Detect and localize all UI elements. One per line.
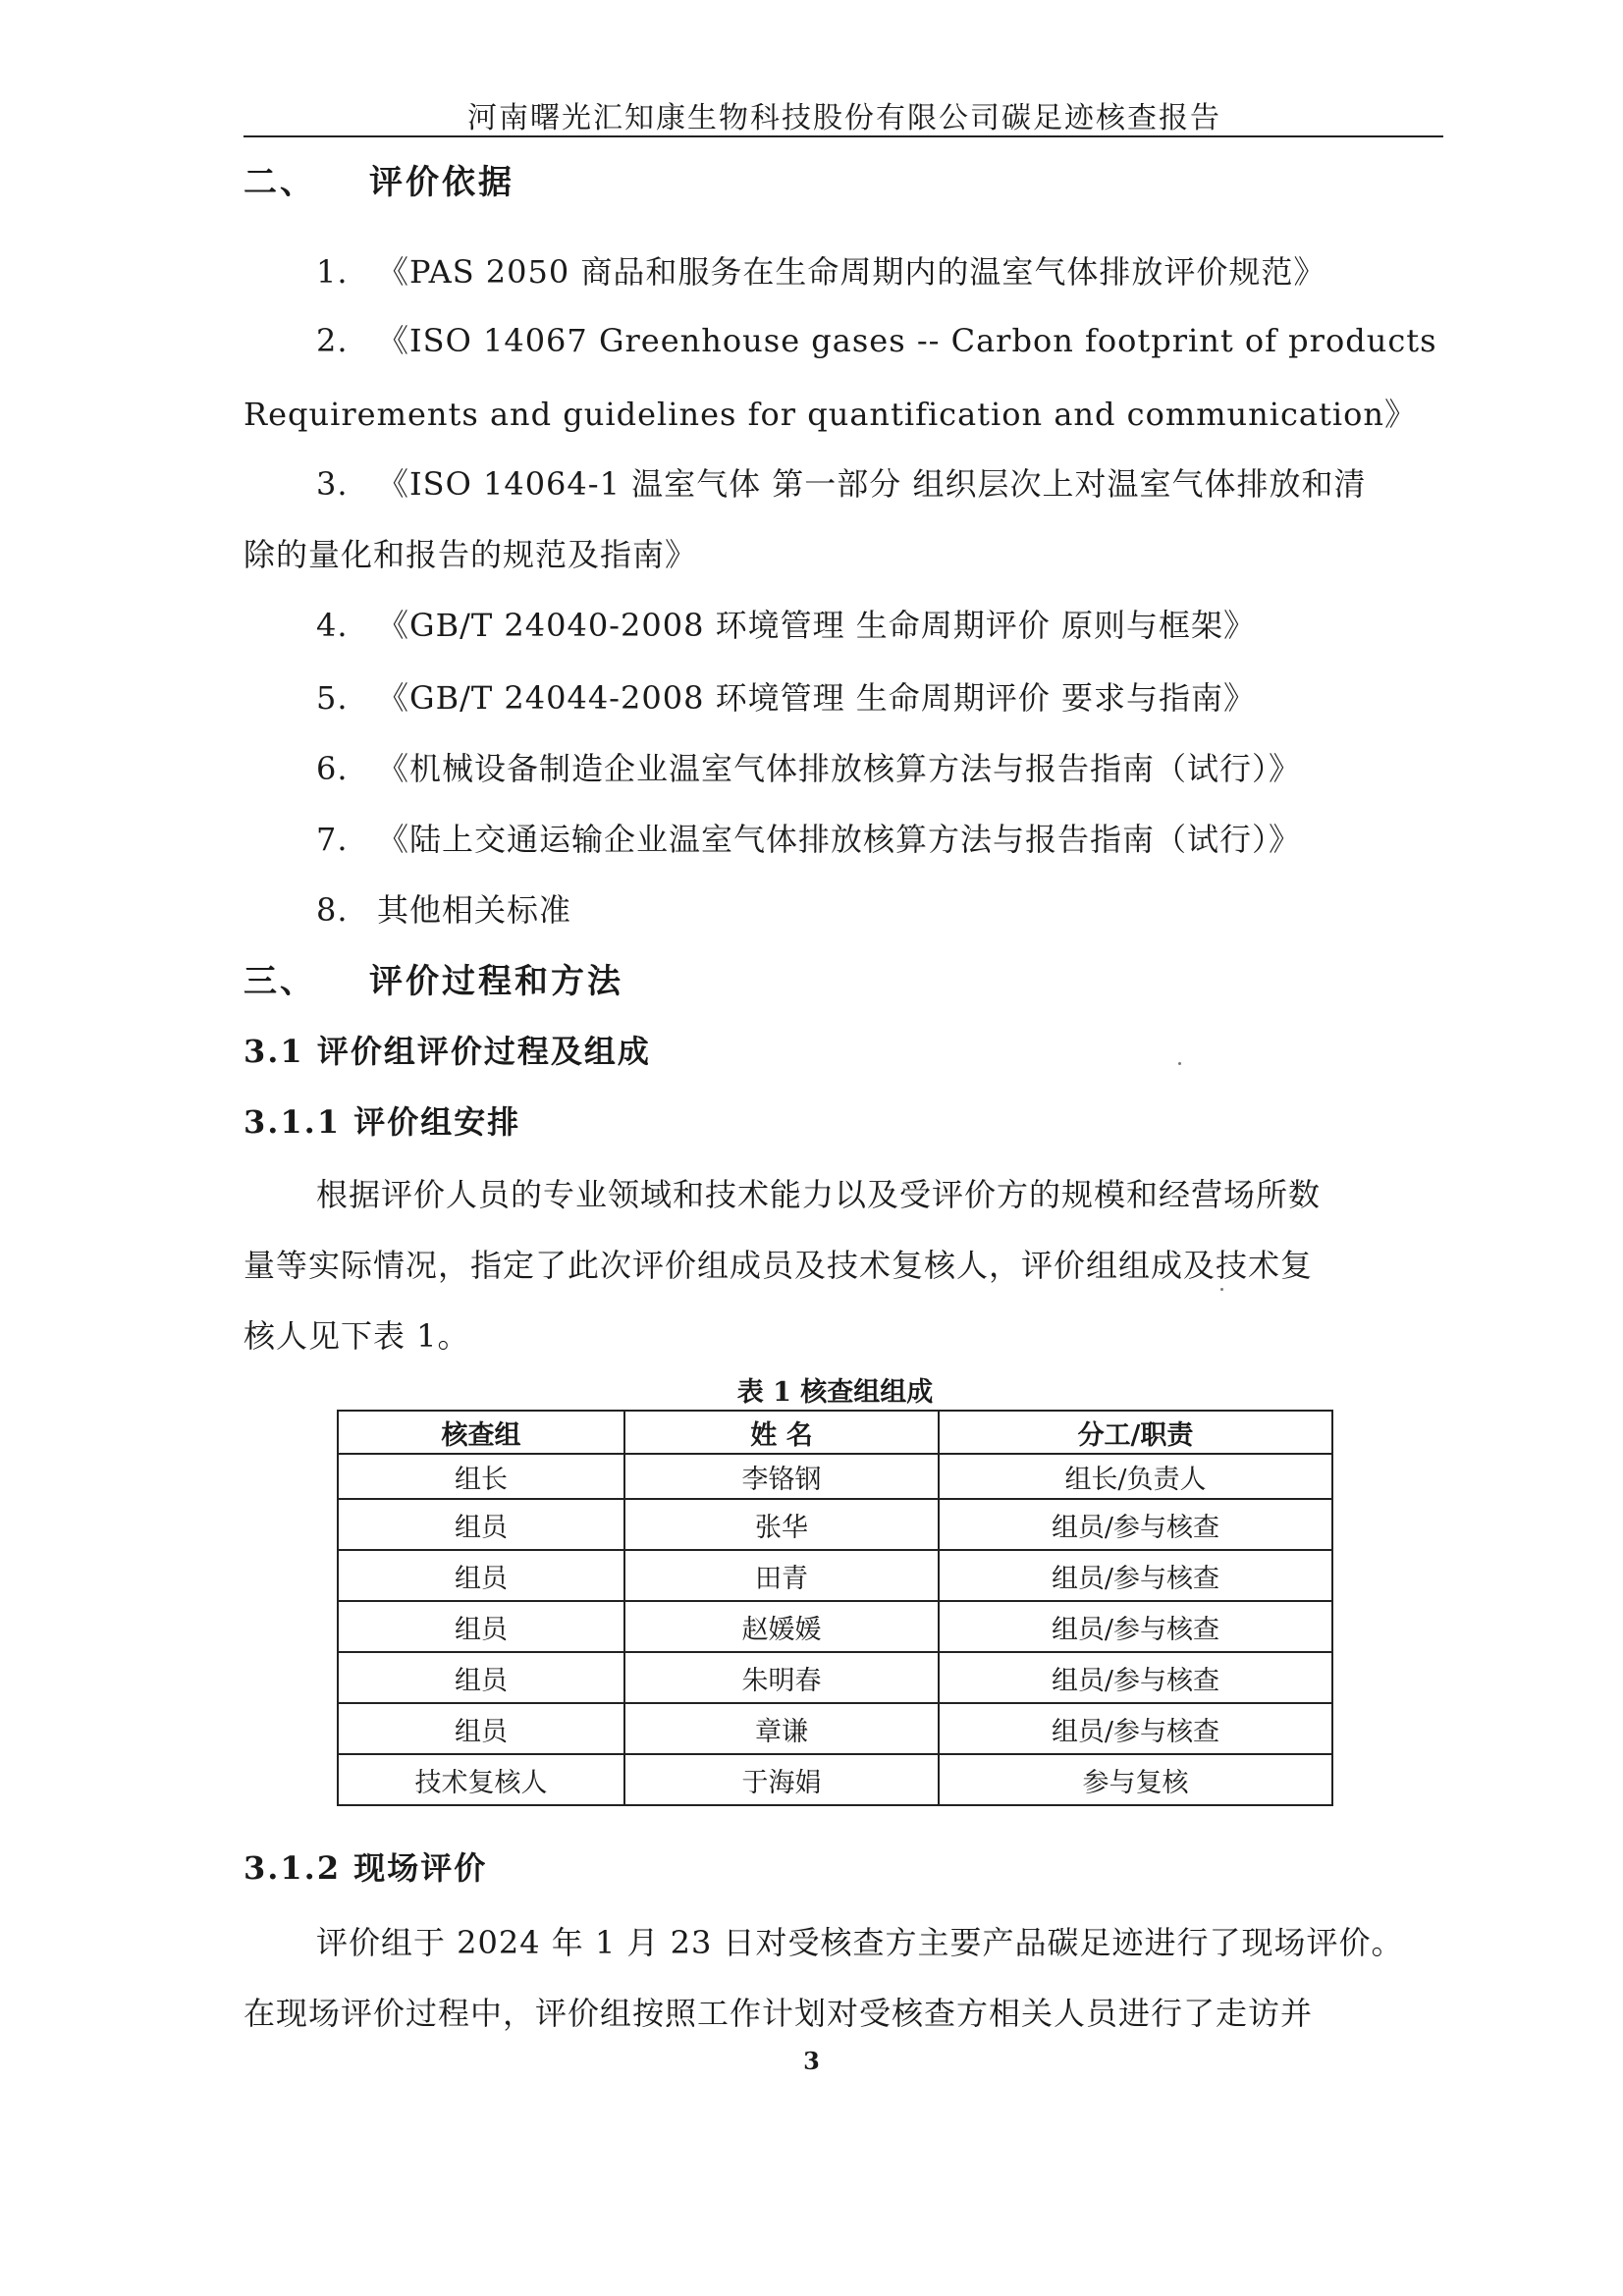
paragraph-3-1-1-line-2: 量等实际情况，指定了此次评价组成员及技术复核人，评价组组成及技术复: [243, 1247, 1314, 1284]
reference-item-6: 6. 《机械设备制造企业温室气体排放核算方法与报告指南（试行）》: [316, 750, 1302, 787]
section-3-heading: [243, 954, 623, 1002]
table-header-row: [338, 1411, 1332, 1454]
section-2-heading: [243, 155, 514, 203]
paragraph-3-1-1-line-3: 核人见下表 1。: [243, 1317, 470, 1355]
subsection-3-1-2-heading: 3.1.2 现场评价: [243, 1849, 488, 1887]
table-row: 组员 朱明春 组员/参与核查: [338, 1652, 1332, 1703]
scan-speck: [1220, 1288, 1223, 1291]
table-row: 组员 张华 组员/参与核查: [338, 1499, 1332, 1550]
table-row: 组员 田青 组员/参与核查: [338, 1550, 1332, 1601]
reference-item-3-continuation: 除的量化和报告的规范及指南》: [243, 536, 698, 573]
table-row: 技术复核人 于海娟 参与复核: [338, 1754, 1332, 1805]
reference-item-2-continuation: Requirements and guidelines for quantification and communication》: [243, 396, 1417, 433]
table-row: 组员 赵媛媛 组员/参与核查: [338, 1601, 1332, 1652]
subsection-3-1-heading: 3.1 评价组评价过程及组成: [243, 1033, 651, 1070]
header-rule: [243, 135, 1443, 137]
subsection-3-1-1-heading: 3.1.1 评价组安排: [243, 1103, 521, 1141]
reference-item-1: 1. 《PAS 2050 商品和服务在生命周期内的温室气体排放评价规范》: [316, 253, 1326, 291]
reference-item-4: 4. 《GB/T 24040-2008 环境管理 生命周期评价 原则与框架》: [316, 607, 1256, 644]
reference-item-8: 8. 其他相关标准: [316, 891, 572, 929]
table-row: 组长 李铬钢 组长/负责人: [338, 1454, 1332, 1499]
section-2-title: 评价依据: [369, 163, 514, 202]
section-3-title: 评价过程和方法: [369, 962, 623, 1001]
reference-item-2: 2. 《ISO 14067 Greenhouse gases -- Carbon footprint of products: [316, 322, 1437, 359]
reference-item-3: 3. 《ISO 14064-1 温室气体 第一部分 组织层次上对温室气体排放和清: [316, 465, 1367, 503]
reference-item-7: 7. 《陆上交通运输企业温室气体排放核算方法与报告指南（试行）》: [316, 821, 1302, 858]
table-row: 组员 章谦 组员/参与核查: [338, 1703, 1332, 1754]
page-number: 3: [803, 2047, 820, 2075]
scan-speck: [1178, 1062, 1181, 1065]
section-2-number: 二、: [243, 163, 316, 202]
paragraph-3-1-2-line-2: 在现场评价过程中，评价组按照工作计划对受核查方相关人员进行了走访并: [243, 1995, 1314, 2032]
team-table: [337, 1410, 1333, 1806]
paragraph-3-1-2-line-1: 评价组于 2024 年 1 月 23 日对受核查方主要产品碳足迹进行了现场评价。: [316, 1924, 1404, 1961]
section-3-number: 三、: [243, 962, 316, 1001]
column-header-duty: 分工/职责: [939, 1411, 1332, 1454]
reference-item-5: 5. 《GB/T 24044-2008 环境管理 生命周期评价 要求与指南》: [316, 679, 1256, 717]
running-header: 河南曙光汇知康生物科技股份有限公司碳足迹核查报告: [467, 101, 1221, 135]
paragraph-3-1-1-line-1: 根据评价人员的专业领域和技术能力以及受评价方的规模和经营场所数: [316, 1176, 1322, 1213]
column-header-group: 核查组: [338, 1411, 624, 1454]
column-header-name: 姓 名: [624, 1411, 939, 1454]
table-caption: 表 1 核查组组成: [736, 1377, 934, 1408]
